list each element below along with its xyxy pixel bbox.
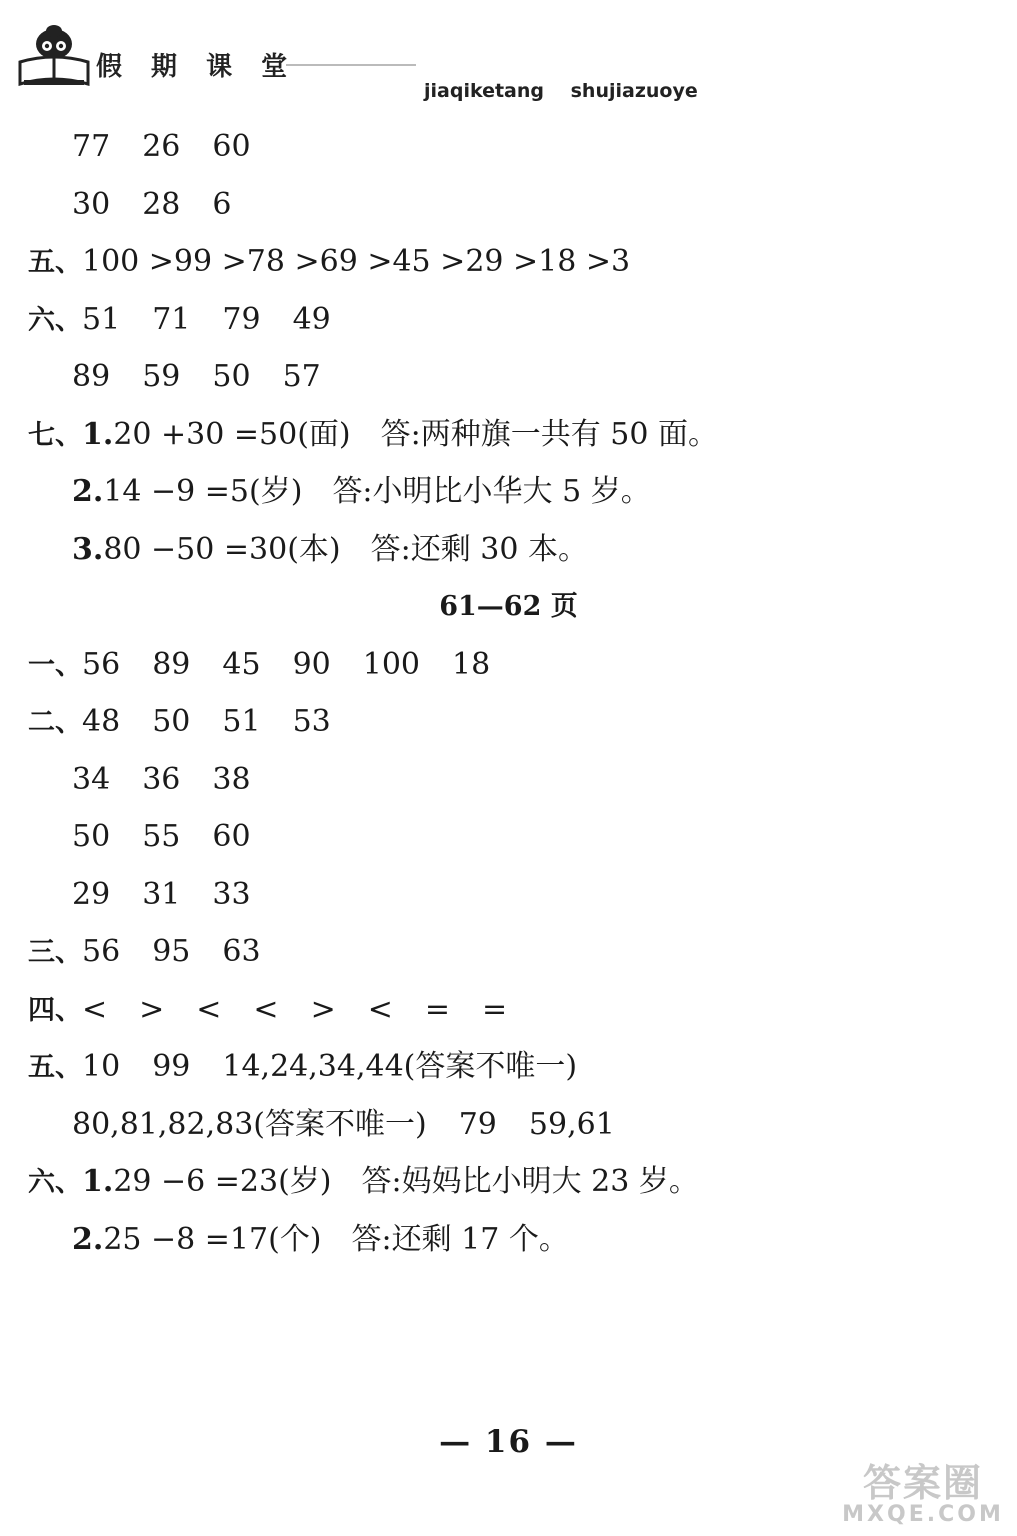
word-problem-row [0,1211,1017,1269]
answer-value: 77 [72,129,111,164]
answer-value: 100 [362,646,421,682]
answers-block-61-62 [0,636,1017,1154]
watermark-domain: MXQE.COM [842,1502,1004,1527]
answer-row [0,751,1017,809]
answer-row [0,923,1017,981]
question-marker: 四、 [28,994,82,1026]
answers-block-previous-page [0,118,1017,406]
answer-value: 80,81,82,83(答案不唯一) [72,1106,427,1142]
series-brand-title: 假 期 课 堂 [96,52,298,82]
question-marker: 七、 [28,419,82,451]
written-answer: 答:两种旗一共有 50 面。 [380,416,718,452]
sub-question-number: 1. [82,1164,114,1199]
answer-value: > [310,991,336,1027]
answer-value: 63 [222,934,261,969]
written-answer: 答:小明比小华大 5 岁。 [332,474,651,509]
answer-value: 90 [292,646,331,682]
answer-row [0,291,1017,349]
answer-value: 30 [72,186,111,222]
answer-value: 18 [452,646,491,682]
answer-value: 50 [72,819,111,854]
answer-value: 26 [142,129,181,164]
answer-value: 100 >99 >78 >69 >45 >29 >18 >3 [82,244,631,279]
question-marker: 五、 [28,247,82,278]
answer-row [0,866,1017,924]
answer-value: > [139,991,165,1027]
answer-row [0,981,1017,1039]
written-answer: 答:还剩 17 个。 [351,1221,569,1257]
answer-value: 6 [212,186,232,222]
answer-value: 89 [152,646,191,682]
answer-value: 33 [212,876,251,912]
sub-question-number: 2. [72,1221,104,1257]
word-problem-row [0,1153,1017,1211]
answer-row [0,118,1017,176]
header-rule [286,64,416,66]
answer-row [0,348,1017,406]
answer-row [0,693,1017,751]
answer-value: = [424,991,450,1027]
answer-value: 48 [82,704,121,739]
answer-value: 79 [458,1106,497,1142]
written-answer: 答:妈妈比小明大 23 岁。 [361,1164,699,1199]
answer-value: < [196,991,222,1027]
answer-value: 50 [152,704,191,739]
question-marker: 一、 [28,649,82,681]
word-problem-row [0,521,1017,579]
answer-value: 56 [82,646,121,682]
answer-value: < [253,991,279,1027]
sub-question-number: 3. [72,531,104,567]
sub-question-number: 2. [72,474,104,509]
answer-value: 28 [142,186,181,222]
section-title: 61—62 页 [439,591,578,622]
answer-value: < [367,991,393,1027]
answer-value: 71 [152,301,191,337]
equation: 80 −50 =30(本) [103,531,341,567]
answer-value: 10 [82,1049,121,1084]
answer-value: 55 [142,819,181,854]
equation: 25 −8 =17(个) [103,1221,322,1257]
sub-question-number: 1. [82,416,114,452]
answer-value: 59,61 [528,1106,615,1142]
written-answer: 答:还剩 30 本。 [370,531,588,567]
answer-value: 60 [212,129,251,164]
answer-value: 34 [72,761,111,797]
question-7-word-problems [0,406,1017,579]
answer-value: < [82,991,108,1027]
word-problem-row [0,406,1017,464]
answer-row [0,1096,1017,1154]
answer-row [0,808,1017,866]
question-marker: 三、 [28,937,82,968]
answer-value: 29 [72,876,111,912]
page-number: — 16 — [439,1424,578,1460]
answer-value: 14,24,34,44(答案不唯一) [222,1049,578,1084]
answer-value: 36 [142,761,181,797]
answer-value: 57 [282,359,321,394]
equation: 29 −6 =23(岁) [113,1164,332,1199]
question-6-word-problems [0,1153,1017,1268]
answer-row [0,1038,1017,1096]
question-marker: 五、 [28,1052,82,1083]
answer-value: 31 [142,876,181,912]
question-marker: 六、 [28,1167,82,1198]
question-marker: 二、 [28,707,82,738]
answer-value: 45 [222,646,261,682]
reading-child-logo-icon [14,22,94,88]
answer-row [0,176,1017,234]
question-marker: 六、 [28,304,82,336]
answer-value: 56 [82,934,121,969]
equation: 14 −9 =5(岁) [103,474,303,509]
answer-value: 89 [72,359,111,394]
equation: 20 +30 =50(面) [113,416,351,452]
answer-value: 51 [222,704,261,739]
answer-row [0,636,1017,694]
word-problem-row [0,463,1017,521]
answer-value: 53 [292,704,331,739]
site-watermark [838,1462,1008,1528]
answer-row [0,233,1017,291]
answer-value: 60 [212,819,251,854]
answer-key-body [0,118,1017,1268]
series-pinyin-subtitle: jiaqiketang shujiazuoye [424,80,698,102]
answer-value: 51 [82,301,121,337]
answer-value: 38 [212,761,251,797]
page-header [0,0,1017,110]
answer-value: 79 [222,301,261,337]
answer-value: = [481,991,508,1027]
answer-value: 59 [142,359,181,394]
watermark-logo-text: 答案圈 [862,1461,983,1505]
answer-value: 99 [152,1049,191,1084]
answer-value: 50 [212,359,251,394]
answer-value: 49 [292,301,331,337]
answer-value: 95 [152,934,191,969]
